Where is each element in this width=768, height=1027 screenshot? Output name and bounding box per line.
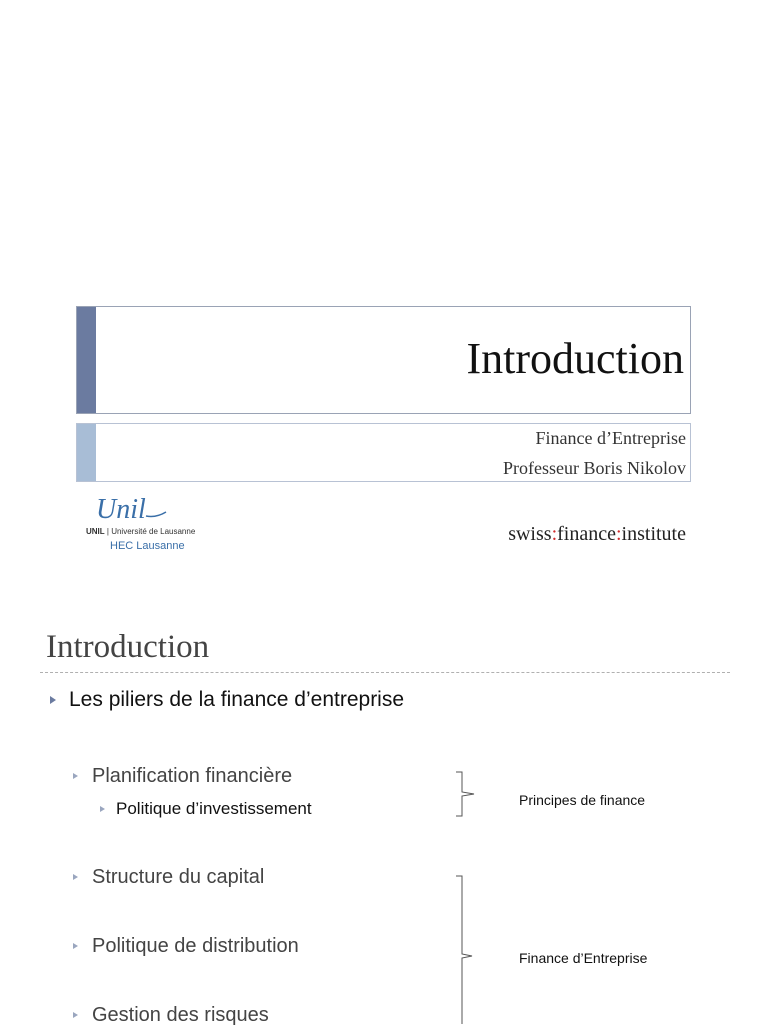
course-name: Finance d’Entreprise: [535, 428, 686, 448]
brace-finance-entreprise-icon: [454, 874, 478, 1024]
professor-name: Professeur Boris Nikolov: [503, 458, 686, 478]
bullet-arrow-icon: [73, 1012, 78, 1018]
bullet-arrow-icon: [73, 943, 78, 949]
subtitle-accent-bar: [77, 424, 96, 481]
bullet-arrow-icon: [50, 696, 56, 704]
item-politique-distribution: Politique de distribution: [92, 935, 299, 957]
label-finance-entreprise: Finance d’Entreprise: [519, 950, 648, 966]
svg-text:Unil: Unil: [96, 494, 146, 525]
item-planification: Planification financière: [92, 765, 293, 787]
bullet-arrow-icon: [73, 773, 78, 779]
brace-principes-icon: [454, 770, 478, 818]
bullet-arrow-icon: [73, 874, 78, 880]
unil-logo: [86, 492, 226, 558]
content-slide-title: Introduction: [46, 629, 210, 665]
hec-lausanne-label: HEC Lausanne: [110, 540, 185, 552]
bullet-arrow-icon: [100, 806, 105, 812]
swiss-finance-institute-logo: swiss:finance:institute: [508, 523, 686, 545]
item-politique-investissement: Politique d’investissement: [116, 799, 312, 818]
main-bullet-text: Les piliers de la finance d’entreprise: [69, 688, 405, 711]
title-box: [76, 306, 691, 414]
title-accent-bar: [77, 307, 96, 413]
item-structure-capital: Structure du capital: [92, 866, 265, 888]
unil-logo-script-icon: [94, 492, 174, 526]
label-principes-de-finance: Principes de finance: [519, 792, 646, 808]
subtitle-box: [76, 423, 691, 482]
slide-title: Introduction: [466, 334, 684, 383]
item-gestion-risques: Gestion des risques: [92, 1004, 269, 1026]
title-divider: [40, 672, 730, 673]
unil-university-line: UNIL | Université de Lausanne: [86, 527, 196, 536]
